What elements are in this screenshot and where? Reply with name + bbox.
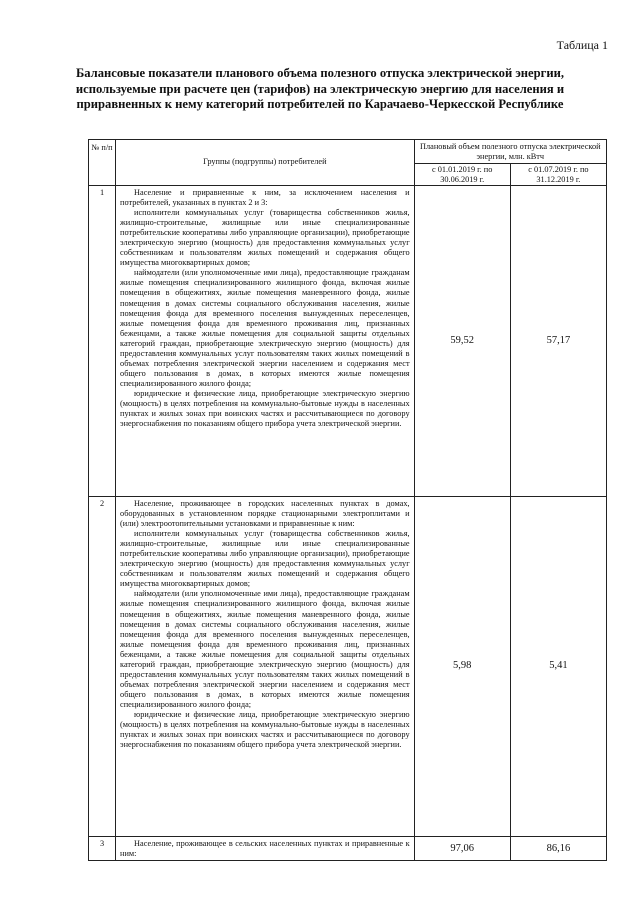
table-label: Таблица 1 [556, 38, 608, 52]
table-row [89, 186, 607, 497]
row-number: 1 [89, 186, 116, 497]
header-period-1: с 01.01.2019 г. по 30.06.2019 г. [414, 164, 510, 186]
row-number: 3 [89, 837, 116, 861]
header-group: Группы (подгруппы) потребителей [116, 140, 415, 186]
description-paragraph: наймодатели (или уполномоченные ими лица), предоставляющие гражданам жилые помещения специализированного жилищного фонда, включая жилые помещения в общежитиях, жилые помещения маневренного фонда, жилые помещения в домах системы социального обслуживания населения, жилые помещения фонда для временного поселения вынужденных переселенцев, жилые помещения фонда для временного проживания лиц, признанных беженцами, а также жилые помещения для социальной защиты отдельных категорий граждан, приобретающие электрическую энергию (мощность) для предоставления коммунальных услуг пользователям таких жилых помещений в объемах потребления электрической энергии населением и содержания мест общего пользования в домах, в которых имеются жилые помещения специализированного жилого фонда; [120, 589, 410, 709]
value-period-1: 97,06 [414, 837, 510, 861]
description-paragraph: юридические и физические лица, приобретающие электрическую энергию (мощность) в целях потребления на коммунально-бытовые нужды в населенных пунктах и жилых зонах при воинских частях и рассчитывающиеся по договору энергоснабжения по показаниям общего прибора учета электрической энергии. [120, 388, 410, 429]
header-volume: Плановый объем полезного отпуска электрической энергии, млн. кВтч [414, 140, 606, 164]
description-paragraph: исполнители коммунальных услуг (товарищества собственников жилья, жилищно-строительные, жилищные или иные специализированные потребительские кооперативы либо управляющие организации), приобретающие электрическую энергию (мощность) для предоставления коммунальных услуг собственникам и пользователям жилых помещений и содержания общего имущества многоквартирных домов; [120, 529, 410, 589]
table-row [89, 497, 607, 837]
row-description [116, 837, 415, 861]
value-period-2: 5,41 [510, 497, 606, 837]
header-num: № п/п [89, 140, 116, 186]
row-description [116, 497, 415, 837]
description-paragraph: Население, проживающее в городских населенных пунктах в домах, оборудованных в установленном порядке стационарными электроплитами и (или) электроотопительными установками и приравненные к ним: [120, 499, 410, 529]
balance-table [88, 139, 607, 861]
value-period-1: 5,98 [414, 497, 510, 837]
description-paragraph: юридические и физические лица, приобретающие электрическую энергию (мощность) в целях потребления на коммунально-бытовые нужды в населенных пунктах и жилых зонах при воинских частях и рассчитывающиеся по договору энергоснабжения по показаниям общего прибора учета электрической энергии. [120, 709, 410, 750]
value-period-1: 59,52 [414, 186, 510, 497]
value-period-2: 57,17 [510, 186, 606, 497]
header-period-2: с 01.07.2019 г. по 31.12.2019 г. [510, 164, 606, 186]
document-title: Балансовые показатели планового объема полезного отпуска электрической энергии, используемые при расчете цен (тарифов) на электрическую энергию для населения и приравненных к нему категорий потребителей по Карачаево-Черкесской Республике [75, 66, 565, 111]
value-period-2: 86,16 [510, 837, 606, 861]
row-description [116, 186, 415, 497]
table-row [89, 837, 607, 861]
description-paragraph: наймодатели (или уполномоченные ими лица), предоставляющие гражданам жилые помещения специализированного жилищного фонда, включая жилые помещения в общежитиях, жилые помещения маневренного фонда, жилые помещения в домах системы социального обслуживания населения, жилые помещения фонда для временного поселения вынужденных переселенцев, жилые помещения фонда для временного проживания лиц, признанных беженцами, а также жилые помещения для социальной защиты отдельных категорий граждан, приобретающие электрическую энергию (мощность) для предоставления коммунальных услуг пользователям таких жилых помещений в объемах потребления электрической энергии населением и содержания мест общего пользования в домах, в которых имеются жилые помещения специализированного жилого фонда; [120, 268, 410, 388]
row-number: 2 [89, 497, 116, 837]
description-paragraph: исполнители коммунальных услуг (товарищества собственников жилья, жилищно-строительные, жилищные или иные специализированные потребительские кооперативы либо управляющие организации), приобретающие электрическую энергию (мощность) для предоставления коммунальных услуг собственникам и пользователям жилых помещений и содержания общего имущества многоквартирных домов; [120, 208, 410, 268]
description-paragraph: Население и приравненные к ним, за исключением населения и потребителей, указанных в пунктах 2 и 3: [120, 188, 410, 208]
description-paragraph: Население, проживающее в сельских населенных пунктах и приравненные к ним: [120, 839, 410, 859]
